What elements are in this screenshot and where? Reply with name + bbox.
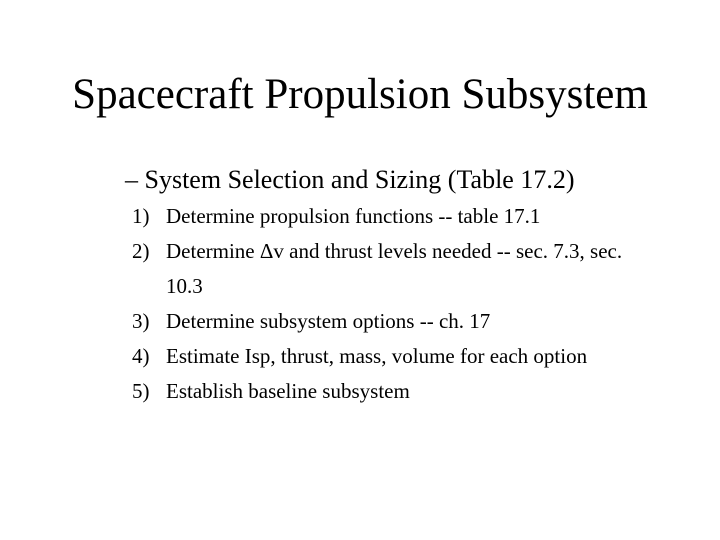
- list-item-number: 1): [132, 204, 150, 228]
- list-item: [132, 304, 656, 339]
- list-item-text: Estimate Isp, thrust, mass, volume for each option: [166, 344, 588, 368]
- list-item: [132, 234, 656, 304]
- list-item-number: 4): [132, 344, 150, 368]
- list-item-number: 5): [132, 379, 150, 403]
- list-item: [132, 374, 656, 409]
- list-item-number: 2): [132, 239, 150, 263]
- slide-title: Spacecraft Propulsion Subsystem: [72, 71, 648, 118]
- list-item: [132, 339, 656, 374]
- list-item-text: Establish baseline subsystem: [166, 379, 410, 403]
- list-item: [132, 199, 656, 234]
- section-bullet: – System Selection and Sizing (Table 17.2): [125, 165, 575, 194]
- list-item-text: Determine subsystem options -- ch. 17: [166, 309, 491, 333]
- numbered-list: [132, 199, 656, 409]
- list-item-number: 3): [132, 309, 150, 333]
- list-item-text: Determine Δv and thrust levels needed -- sec. 7.3, sec. 10.3: [166, 239, 623, 298]
- list-item-text: Determine propulsion functions -- table 17.1: [166, 204, 541, 228]
